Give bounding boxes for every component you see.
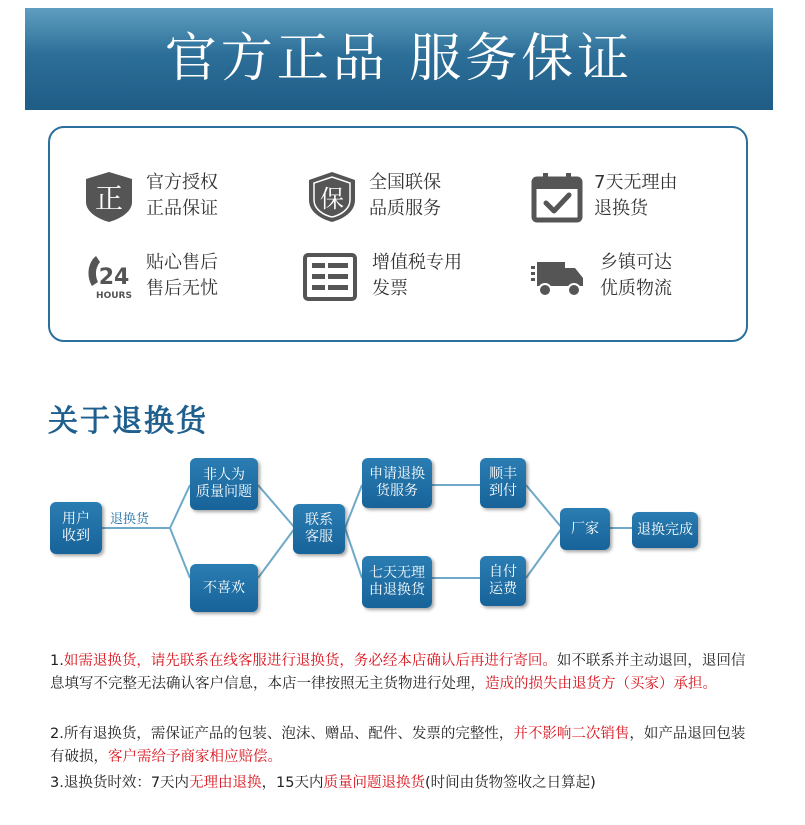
returns-section-title: 关于退换货 [48,404,208,439]
note-text: 如不联系并主动退回，退回信息填写不完整无法确认客户信息，本店一律按照无主货物进行处理， [50,653,746,692]
guarantee-label: 7天无理由 退换货 [594,172,678,219]
flow-node-self-pay: 自付 运费 [480,556,526,606]
note-text: 1. [50,653,64,669]
note-text: ，15天内 [261,775,324,791]
guarantee-item-warranty [305,166,515,226]
24-hours-number: 24 [98,265,130,290]
guarantee-item-aftersales [82,246,292,306]
24-hours-caption: HOURS [96,291,132,301]
zheng-badge-char: 正 [94,182,124,215]
calendar-check-icon [530,170,584,224]
guarantee-label: 乡镇可达 优质物流 [600,252,672,299]
bao-shield-icon [305,170,359,224]
connector-line [526,485,562,528]
note-text-highlight: 造成的损失由退货方（买家）承担。 [485,676,717,692]
flow-node-seven-day: 七天无理 由退换货 [362,556,432,608]
zheng-badge-icon [82,170,136,224]
guarantee-item-invoice [300,246,510,306]
note-text: 2.所有退换货，需保证产品的包装、泡沫、赠品、配件、发票的完整性， [50,726,514,742]
flow-node-factory: 厂家 [560,508,610,550]
connector-line [258,528,295,578]
guarantee-item-official [82,166,292,226]
delivery-truck-icon [528,250,588,304]
flow-node-sf: 顺丰 到付 [480,458,526,508]
header-title: 官方正品 服务保证 [164,29,634,89]
note-text: ，如产品退回包装有破损， [50,726,746,765]
guarantee-panel [48,126,748,342]
invoice-icon [300,250,360,304]
note-text-highlight: 如需退换货，请先联系在线客服进行退换货，务必经本店确认后再进行寄回。 [63,653,557,669]
connector-line [526,528,562,578]
note-text-highlight: 并不影响二次销售 [513,726,630,742]
header-banner [25,8,773,110]
guarantee-item-7day [530,166,740,226]
return-note-2 [50,723,755,769]
connector-line [258,485,295,528]
connector-line [170,528,190,578]
note-text-highlight: 质量问题退换货 [323,775,426,791]
note-text: 3.退换货时效：7天内 [50,775,190,791]
returns-flowchart [0,440,805,630]
start-edge-label: 退换货 [110,512,150,527]
connector-line [345,485,362,528]
flow-node-dislike: 不喜欢 [190,564,258,612]
guarantee-label: 增值税专用 发票 [372,252,462,299]
guarantee-label: 全国联保 品质服务 [369,172,441,219]
return-note-1 [50,650,755,696]
note-text: (时间由货物签收之日算起) [425,775,596,791]
connector-line [345,528,362,578]
guarantee-item-logistics [528,246,738,306]
flow-node-apply: 申请退换 货服务 [362,458,432,508]
24-hours-phone-icon [82,250,136,304]
note-text-highlight: 无理由退换 [189,775,262,791]
note-text-highlight: 客户需给予商家相应赔偿。 [108,749,282,765]
flow-node-start: 用户 收到 [50,502,102,554]
return-note-3 [50,772,755,795]
flow-node-done: 退换完成 [632,512,698,548]
bao-shield-char: 保 [320,185,344,213]
guarantee-label: 官方授权 正品保证 [146,172,218,219]
flow-node-non-human: 非人为 质量问题 [190,458,258,510]
flow-node-contact: 联系 客服 [293,504,345,554]
connector-line [170,485,190,528]
guarantee-label: 贴心售后 售后无忧 [146,252,218,299]
